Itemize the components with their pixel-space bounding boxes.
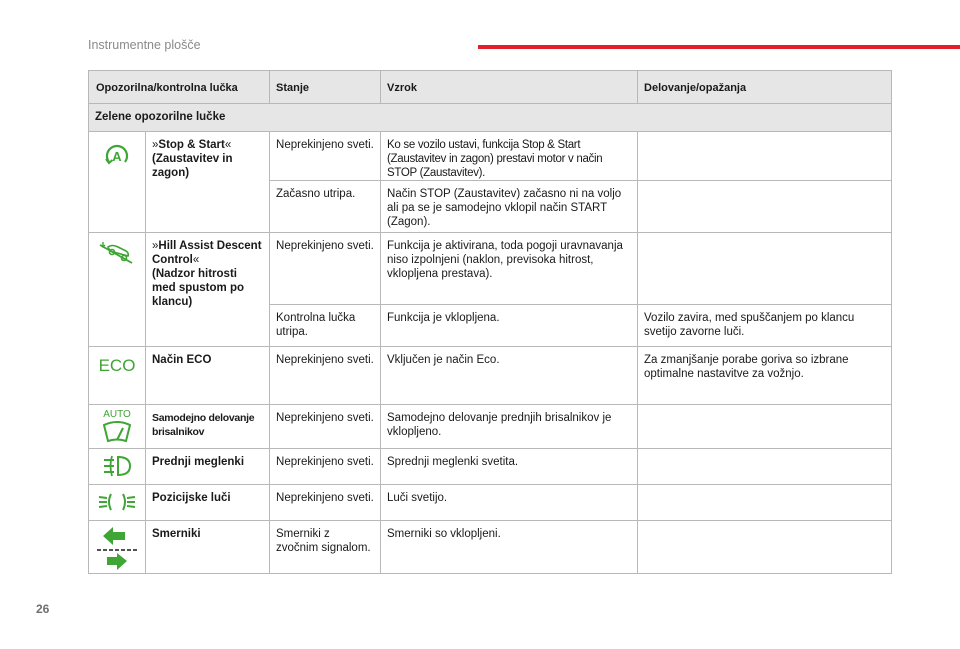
lamp-name: Smerniki [146,521,270,574]
column-header-lamp: Opozorilna/kontrolna lučka [89,71,270,104]
cause-cell: Funkcija je vklopljena. [381,305,638,347]
svg-text:A: A [112,149,122,164]
lamp-icon-cell [89,405,146,449]
section-row [89,104,892,132]
svg-text:AUTO: AUTO [103,409,131,420]
action-cell [638,132,892,181]
warning-lamps-table [88,70,892,574]
cause-cell: Sprednji meglenki svetita. [381,449,638,485]
cause-cell: Samodejno delovanje prednjih brisalnikov je vklopljeno. [381,405,638,449]
table-row [89,132,892,181]
eco-mode-icon [96,356,138,374]
lamp-icon-cell [89,485,146,521]
state-cell: Kontrolna lučka utripa. [270,305,381,347]
table-row [89,449,892,485]
lamp-name: Prednji meglenki [146,449,270,485]
lamp-name: »Hill Assist Descent Control« (Nadzor hitrosti med spustom po klancu) [146,233,270,347]
column-header-cause: Vzrok [381,71,638,104]
lamp-icon-cell [89,132,146,233]
lamp-name: Pozicijske luči [146,485,270,521]
state-cell: Začasno utripa. [270,181,381,233]
action-cell [638,449,892,485]
table-row [89,485,892,521]
cause-cell: Ko se vozilo ustavi, funkcija Stop & Start (Zaustavitev in zagon) prestavi motor v način STOP (Zaustavitev). [381,132,638,181]
state-cell: Neprekinjeno sveti. [270,449,381,485]
header-accent-bar [478,45,960,49]
lamp-icon-cell [89,233,146,347]
side-lamps-icon [97,490,137,514]
column-header-state: Stanje [270,71,381,104]
state-cell: Neprekinjeno sveti. [270,485,381,521]
svg-text:ECO: ECO [98,356,136,374]
table-row [89,405,892,449]
cause-cell: Luči svetijo. [381,485,638,521]
section-title: Zelene opozorilne lučke [89,104,892,132]
lamp-icon-cell [89,347,146,405]
lamp-name: Način ECO [146,347,270,405]
lamp-name: »Stop & Start« (Zaustavitev in zagon) [146,132,270,233]
cause-cell: Smerniki so vklopljeni. [381,521,638,574]
hill-descent-icon [98,241,136,267]
table-row [89,233,892,305]
action-cell: Za zmanjšanje porabe goriva so izbrane optimalne nastavitve za vožnjo. [638,347,892,405]
state-cell: Neprekinjeno sveti. [270,405,381,449]
cause-cell: Način STOP (Zaustavitev) začasno ni na voljo ali pa se je samodejno vklopil način START (Zagon). [381,181,638,233]
lamp-icon-cell [89,521,146,574]
action-cell: Vozilo zavira, med spuščanjem po klancu svetijo zavorne luči. [638,305,892,347]
table-header-row [89,71,892,104]
action-cell [638,181,892,233]
lamp-icon-cell [89,449,146,485]
action-cell [638,405,892,449]
state-cell: Neprekinjeno sveti. [270,132,381,181]
page-number: 26 [36,602,50,616]
lamp-name: Samodejno delovanje brisalnikov [146,405,270,449]
column-header-action: Delovanje/opažanja [638,71,892,104]
action-cell [638,233,892,305]
cause-cell: Funkcija je aktivirana, toda pogoji uravnavanja niso izpolnjeni (naklon, previsoka hitrost, vklopljena prestava). [381,233,638,305]
stop-start-auto-icon [103,142,131,168]
action-cell [638,485,892,521]
state-cell: Smerniki z zvočnim signalom. [270,521,381,574]
direction-indicator-icon [95,525,139,571]
state-cell: Neprekinjeno sveti. [270,233,381,305]
table-row [89,347,892,405]
front-fog-lamp-icon [102,454,132,478]
state-cell: Neprekinjeno sveti. [270,347,381,405]
cause-cell: Vključen je način Eco. [381,347,638,405]
table-row [89,521,892,574]
auto-wiper-icon [100,407,134,447]
page-header: Instrumentne plošče [88,38,201,52]
action-cell [638,521,892,574]
